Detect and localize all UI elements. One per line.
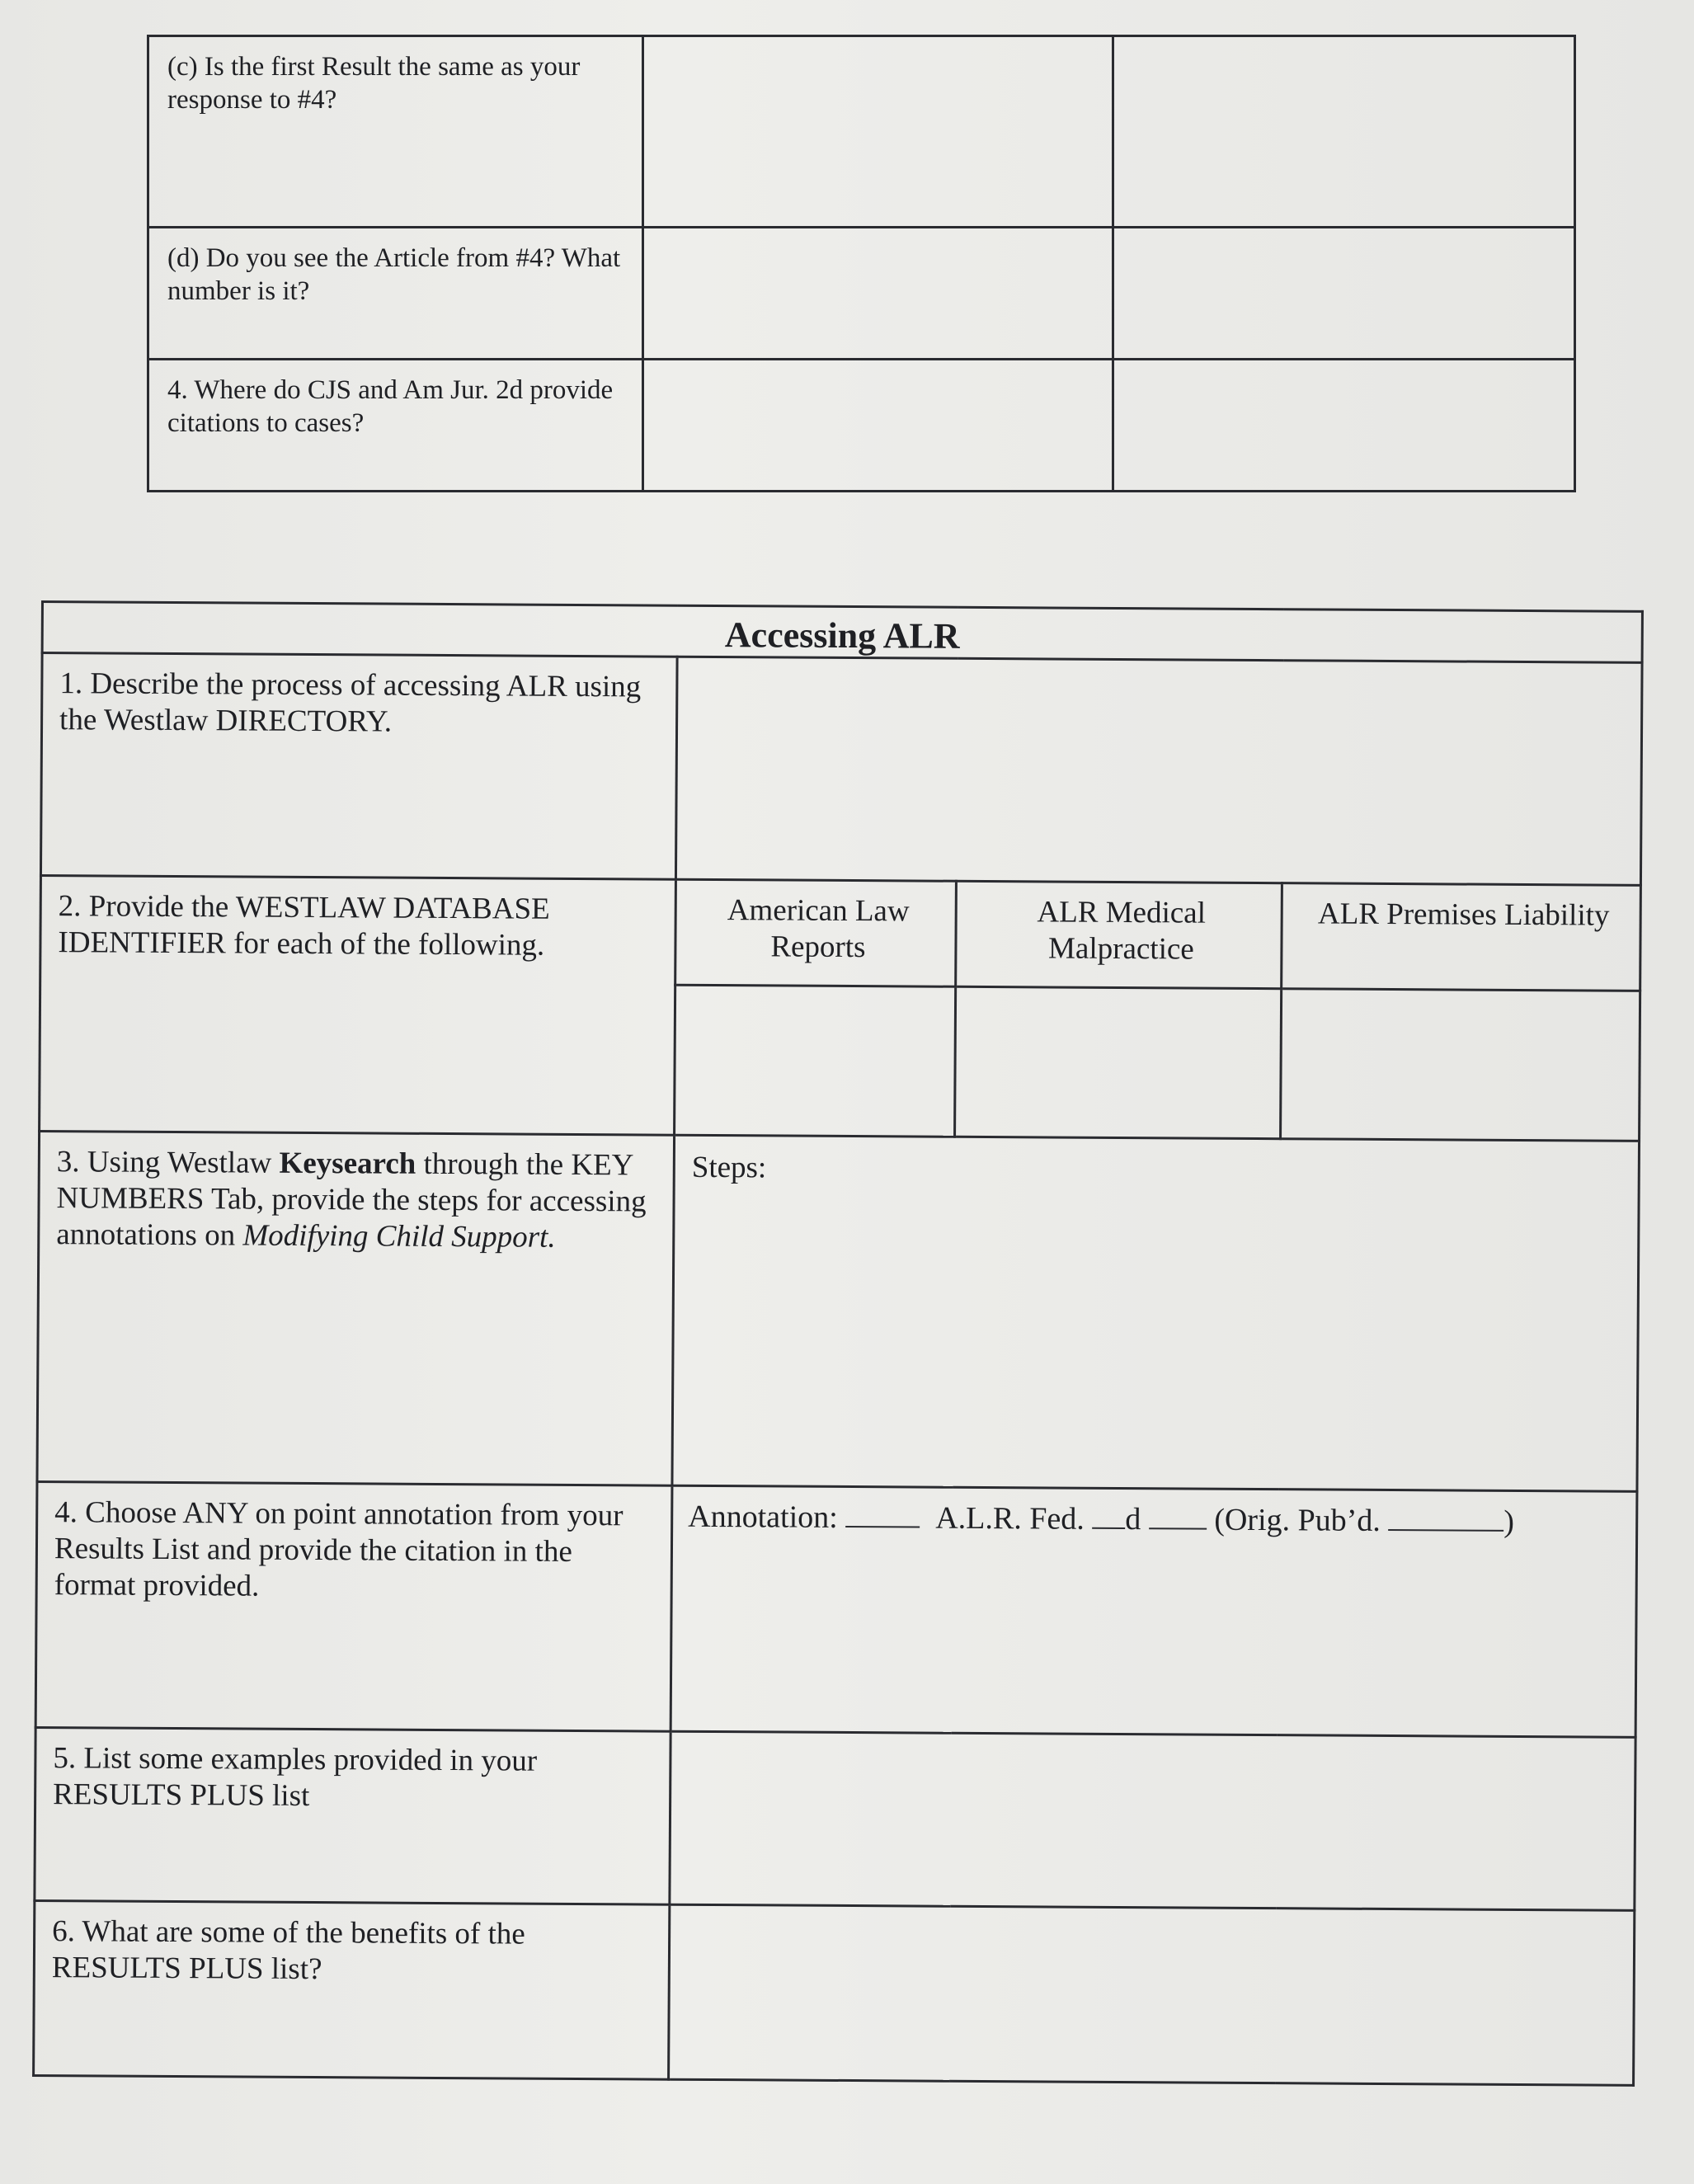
close-paren: ) <box>1503 1504 1515 1539</box>
table-row <box>148 228 1575 360</box>
accessing-alr-table <box>32 600 1644 2087</box>
question-2: 2. Provide the WESTLAW DATABASE IDENTIFIER for each of the following. <box>40 876 676 1136</box>
table-row <box>40 653 1642 886</box>
question-4: 4. Choose ANY on point annotation from your Results List and provide the citation in the format provided. <box>35 1481 672 1731</box>
q3-text: 3. Using Westlaw <box>56 1145 280 1180</box>
d-label: d <box>1125 1502 1141 1537</box>
table-row <box>35 1727 1635 1910</box>
answer-cell[interactable] <box>675 657 1642 885</box>
table-row <box>37 1131 1640 1491</box>
page-blank[interactable] <box>1149 1503 1207 1529</box>
question-1: 1. Describe the process of accessing ALR using the Westlaw DIRECTORY. <box>40 653 677 880</box>
table-title: Accessing ALR <box>42 602 1642 663</box>
db-header-alr-premises-liability: ALR Premises Liability <box>1282 883 1641 991</box>
annotation-volume-blank[interactable] <box>845 1501 920 1528</box>
table-row <box>40 876 1641 991</box>
question-3 <box>37 1131 675 1485</box>
orig-pub-blank[interactable] <box>1388 1504 1503 1532</box>
answer-cell[interactable] <box>1113 360 1575 492</box>
steps-cell[interactable] <box>672 1135 1640 1491</box>
db-header-alr-medical-malpractice: ALR Medical Malpractice <box>956 881 1282 988</box>
answer-cell[interactable] <box>670 1731 1635 1910</box>
q3-keysearch: Keysearch <box>279 1146 416 1181</box>
answer-cell[interactable] <box>643 360 1113 492</box>
table-row <box>148 360 1575 492</box>
annotation-label: Annotation: <box>688 1499 838 1535</box>
answer-cell[interactable] <box>643 228 1113 360</box>
question-6: 6. What are some of the benefits of the RESULTS PLUS list? <box>34 1900 670 2079</box>
db-header-american-law-reports: American Law Reports <box>675 879 957 986</box>
db-answer-cell[interactable] <box>1281 989 1640 1141</box>
answer-cell[interactable] <box>1113 228 1575 360</box>
q3-text-cont: through the KEY NUMBERS Tab, provide the steps for accessing annotations on <box>56 1146 647 1253</box>
q3-topic: Modifying Child Support. <box>242 1218 556 1254</box>
db-answer-cell[interactable] <box>675 985 956 1137</box>
answer-cell[interactable] <box>669 1904 1635 2085</box>
answer-cell[interactable] <box>643 36 1113 228</box>
alr-fed-label: A.L.R. Fed. <box>935 1500 1085 1537</box>
question-c: (c) Is the first Result the same as your response to #4? <box>148 36 643 228</box>
annotation-cell[interactable] <box>671 1485 1637 1737</box>
series-blank[interactable] <box>1092 1503 1125 1529</box>
answer-cell[interactable] <box>1113 36 1575 228</box>
db-answer-cell[interactable] <box>955 986 1282 1138</box>
orig-pub-label: (Orig. Pub’d. <box>1214 1502 1381 1538</box>
question-d: (d) Do you see the Article from #4? What number is it? <box>148 228 643 360</box>
table-row <box>34 1900 1635 2085</box>
question-4-top: 4. Where do CJS and Am Jur. 2d provide citations to cases? <box>148 360 643 492</box>
steps-label: Steps: <box>691 1150 767 1185</box>
table-row <box>35 1481 1637 1737</box>
question-5: 5. List some examples provided in your RESULTS PLUS list <box>35 1727 671 1904</box>
table-row <box>148 36 1575 228</box>
top-table <box>147 35 1576 492</box>
